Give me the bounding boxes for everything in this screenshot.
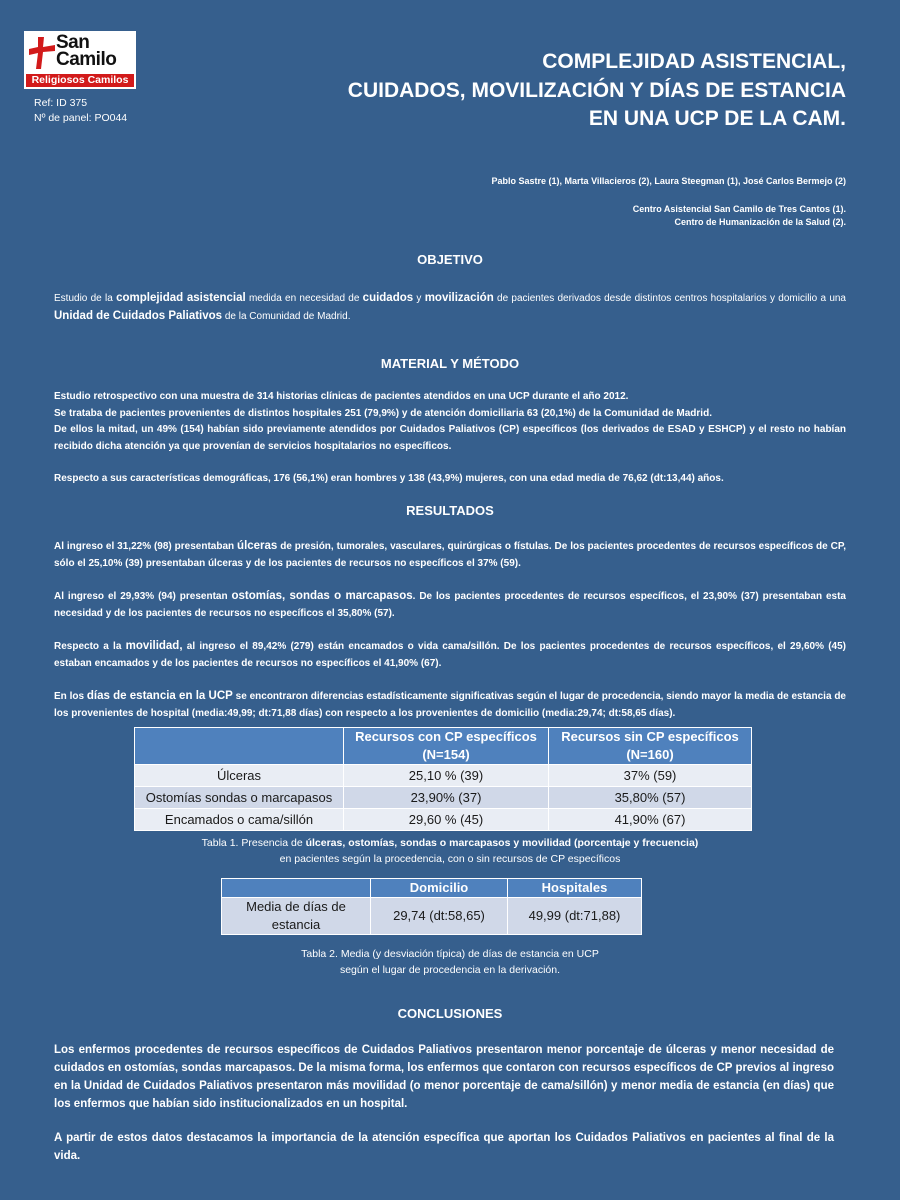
table-2	[221, 878, 642, 935]
affiliations: Centro Asistencial San Camilo de Tres Cantos (1). Centro de Humanización de la Salud (2).	[632, 204, 846, 227]
table2-corner	[222, 879, 371, 898]
table-row: Úlceras 25,10 % (39) 37% (59)	[135, 765, 752, 787]
table-row: Ostomías sondas o marcapasos 23,90% (37) 35,80% (57)	[135, 787, 752, 809]
table-1	[134, 727, 752, 831]
section-heading-conclusiones: CONCLUSIONES	[397, 1006, 503, 1021]
section-heading-resultados: RESULTADOS	[406, 503, 494, 518]
table-row: Encamados o cama/sillón 29,60 % (45) 41,90% (67)	[135, 809, 752, 831]
reference-info	[34, 96, 127, 126]
metodo-text: Estudio retrospectivo con una muestra de 314 historias clínicas de pacientes atendidos en una UCP durante el año 2012. Se trataba de pacientes provenientes de distintos hospitales 251 (79,9%) y de atención domiciliaria 63 (20,1%) de la Comunidad de Madrid. De ellos la mitad, un 49% (154) habían sido previamente atendidos por Cuidados Paliativos (CP) específicos (los derivados de ESAD y ESHCP) y el resto no habían recibido dicha atención ya que provenían de servicios hospitalarios no específicos. Respecto a sus características demográficas, 176 (56,1%) eran hombres y 138 (43,9%) mujeres, con una edad media de 76,62 (dt:13,44) años.	[54, 391, 846, 484]
ref-id: Ref: ID 375	[34, 97, 88, 109]
resultados-text	[54, 538, 846, 722]
table2-caption: Tabla 2. Media (y desviación típica) de días de estancia en UCP según el lugar de procedencia en la derivación.	[301, 948, 599, 976]
section-heading-objetivo: OBJETIVO	[417, 252, 483, 267]
authors: Pablo Sastre (1), Marta Villacieros (2), Laura Steegman (1), José Carlos Bermejo (2)	[491, 176, 846, 186]
section-heading-metodo: MATERIAL Y MÉTODO	[380, 356, 520, 371]
table-row: Media de días de estancia 29,74 (dt:58,65) 49,99 (dt:71,88)	[222, 898, 642, 935]
result-ostomias: Al ingreso el 29,93% (94) presentan ostomías, sondas o marcapasos. De los pacientes procedentes de recursos específicos, el 23,90% (37) presentaban esta necesidad y de los pacientes de recursos no específicos el 35,80% (57).	[54, 590, 846, 619]
objetivo-text: Estudio de la complejidad asistencial medida en necesidad de cuidados y movilización de pacientes derivados desde distintos centros hospitalarios y domicilio a una Unidad de Cuidados Paliativos de la Comunidad de Madrid.	[54, 292, 846, 322]
table1-col-with-cp: Recursos con CP específicos (N=154)	[344, 728, 549, 765]
table1-caption: Tabla 1. Presencia de úlceras, ostomías, sondas o marcapasos y movilidad (porcentaje y frecuencia) en pacientes según la procedencia, con o sin recursos de CP específicos	[201, 837, 699, 865]
san-camilo-logo	[24, 31, 136, 89]
result-estancia: En los días de estancia en la UCP se encontraron diferencias estadísticamente significativas según el lugar de procedencia, siendo mayor la media de estancia de los provenientes de hospital (media:49,99; dt:71,88 días) con respecto a los provenientes de domicilio (media:29,74; dt:58,65 días).	[54, 690, 846, 719]
table2-col-hospitales: Hospitales	[508, 879, 642, 898]
table1-col-without-cp: Recursos sin CP específicos (N=160)	[549, 728, 752, 765]
panel-number: Nº de panel: PO044	[34, 112, 128, 124]
table1-corner	[135, 728, 344, 765]
result-ulceras: Al ingreso el 31,22% (98) presentaban úlceras de presión, tumorales, vasculares, quirúrgicas o fístulas. De los pacientes procedentes de recursos específicos de CP, sólo el 25,10% (39) presentaban úlceras y de los pacientes de recursos no específicos el 37% (59).	[54, 540, 847, 569]
result-movilidad: Respecto a la movilidad, al ingreso el 89,42% (279) están encamados o vida cama/sillón. De los pacientes procedentes de recursos específicos, el 29,60% (45) estaban encamados y de los pacientes de recursos no específicos el 41,90% (67).	[54, 640, 846, 669]
poster-title: COMPLEJIDAD ASISTENCIAL, CUIDADOS, MOVILIZACIÓN Y DÍAS DE ESTANCIA EN UNA UCP DE LA CAM.	[347, 50, 846, 130]
table2-col-domicilio: Domicilio	[371, 879, 508, 898]
logo-band: Religiosos Camilos	[26, 74, 134, 87]
logo-name: San Camilo	[56, 32, 117, 70]
cross-icon	[28, 35, 56, 71]
conclusiones-text: Los enfermos procedentes de recursos específicos de Cuidados Paliativos presentaron menor porcentaje de úlceras y menor necesidad de cuidados en ostomías, sondas marcapasos. De la misma forma, los enfermos que contaron con recursos específicos de CP previos al ingreso en la Unidad de Cuidados Paliativos presentaron más movilidad (o menor porcentaje de cama/sillón) y menor media de estancia (en días) que los enfermos que habían sido institucionalizados en un hospital. A partir de estos datos destacamos la importancia de la atención específica que aportan los Cuidados Paliativos en pacientes al final de la vida.	[54, 1044, 834, 1162]
